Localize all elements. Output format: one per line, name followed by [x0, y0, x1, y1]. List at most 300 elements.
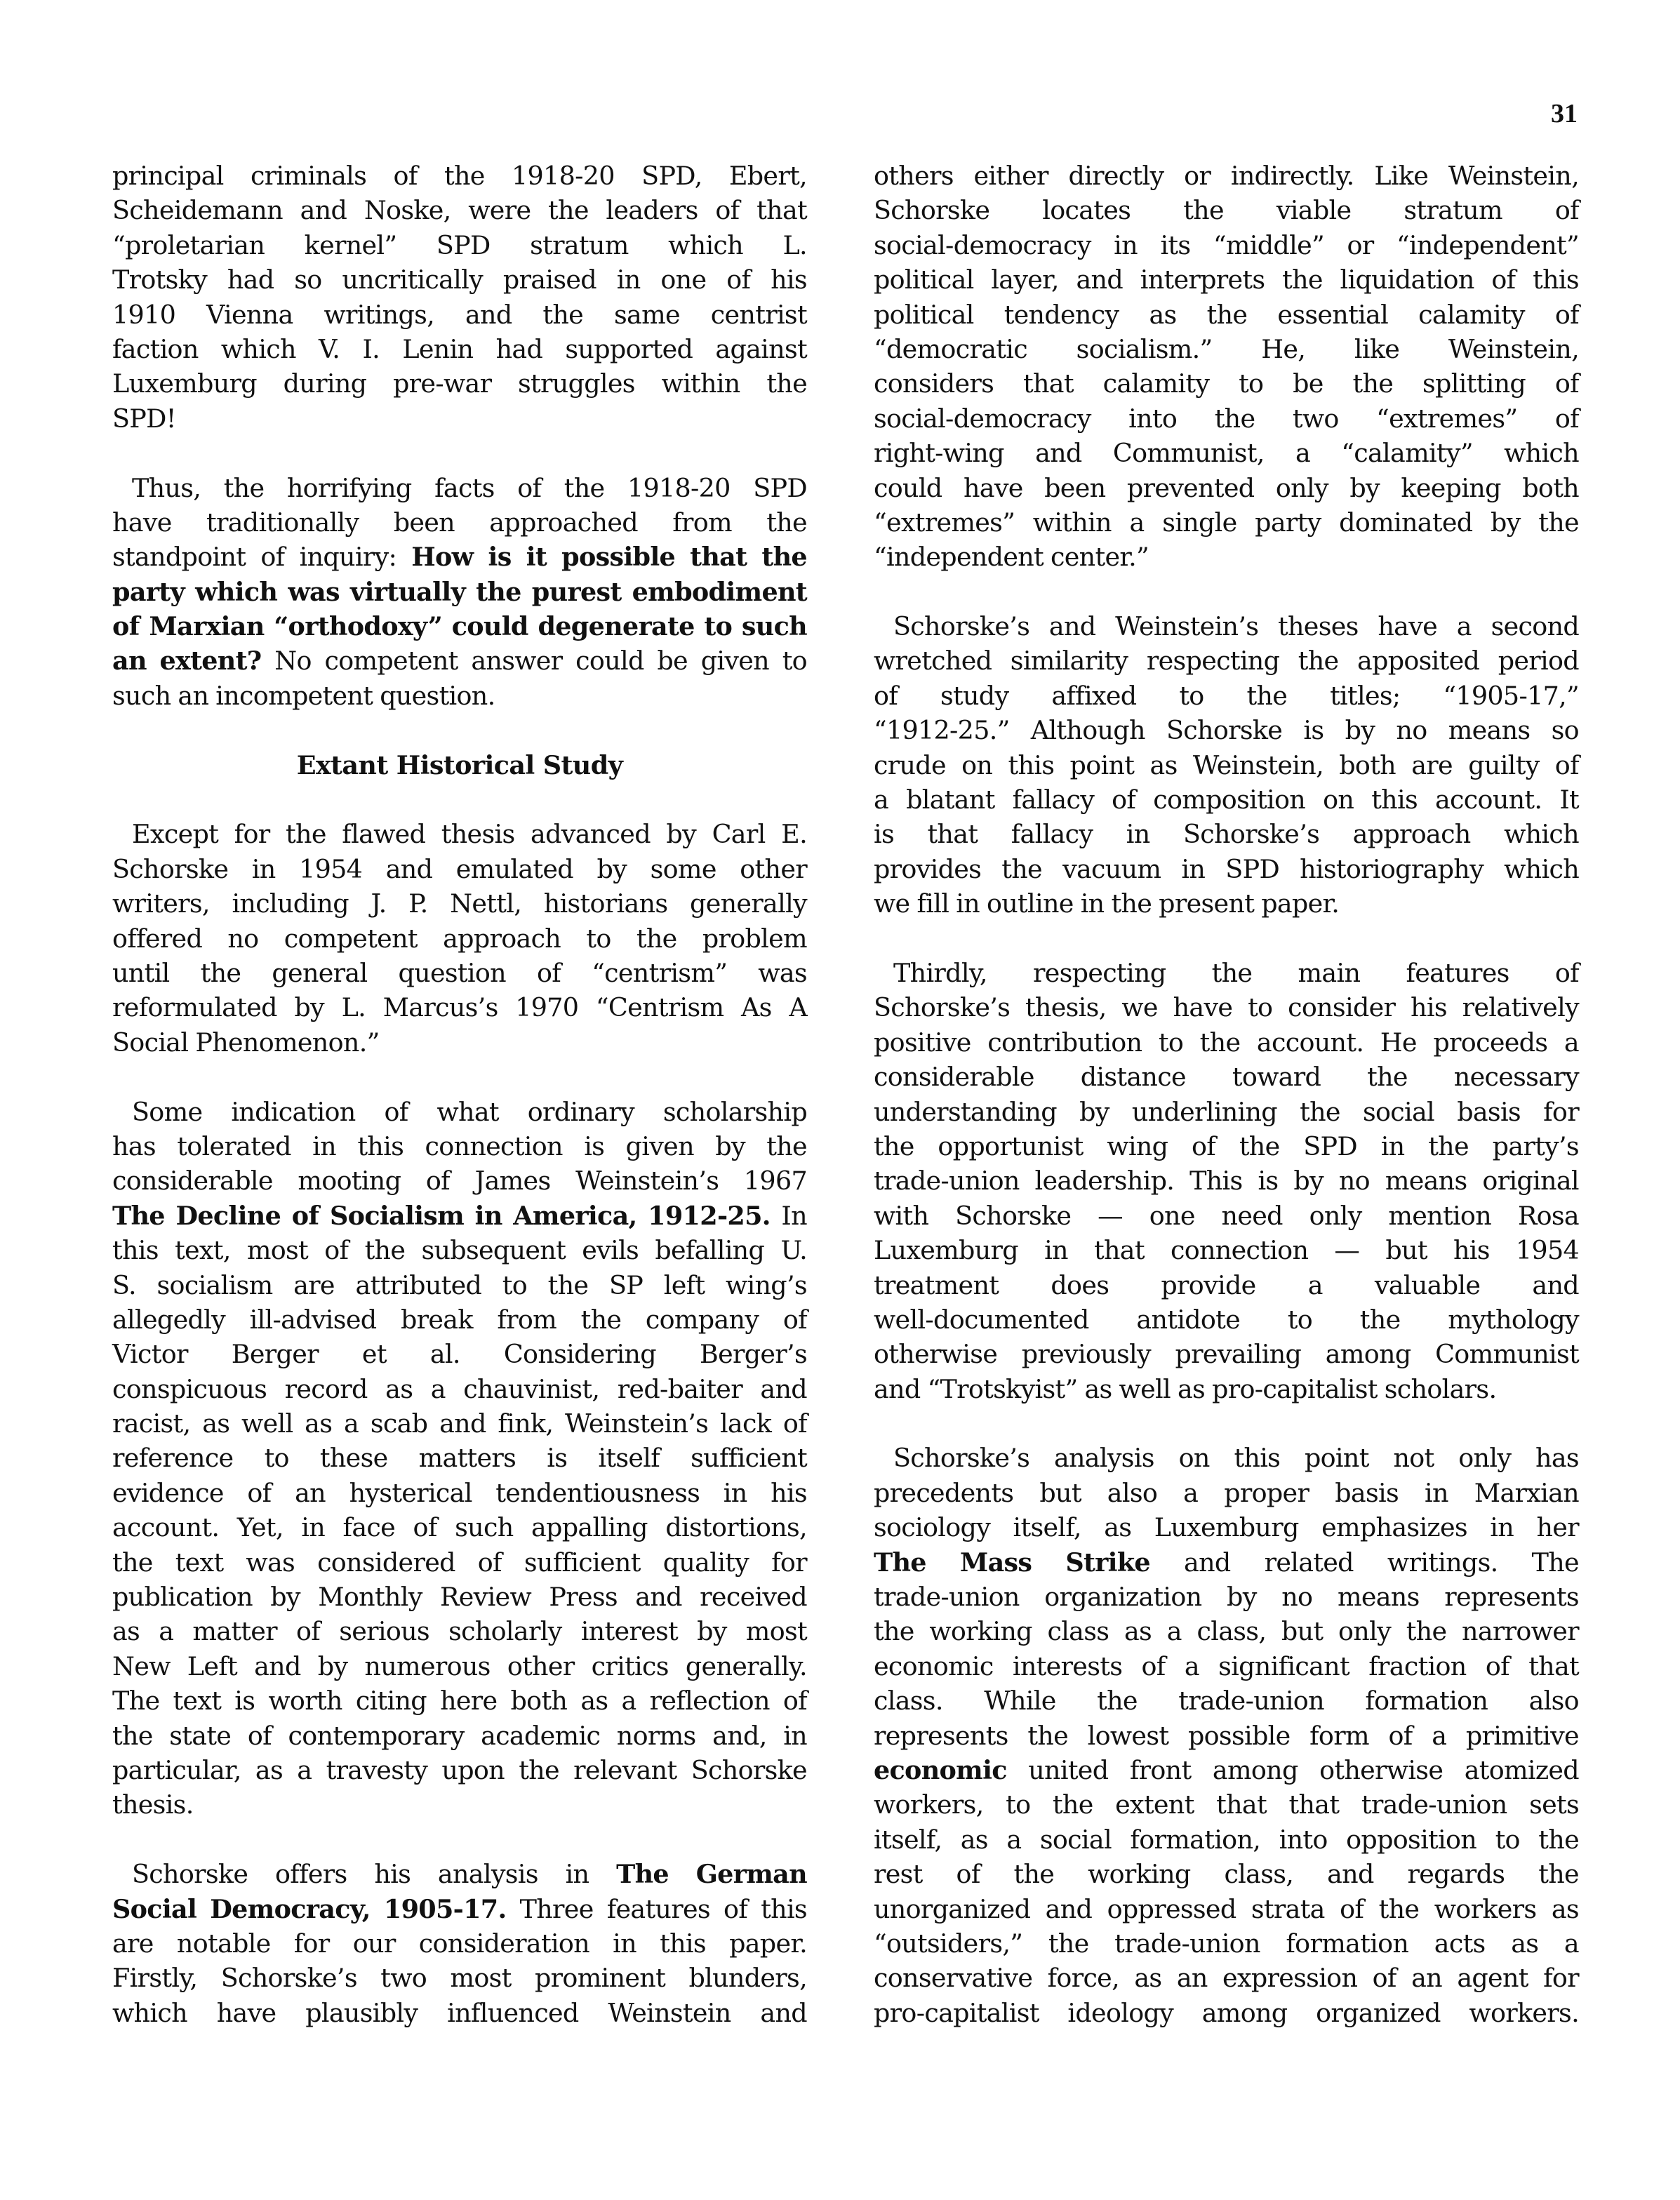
- paragraph: [874, 159, 1579, 575]
- word: in: [1126, 819, 1150, 850]
- text-line: [874, 228, 1579, 262]
- word: others: [874, 161, 954, 191]
- word: from: [672, 507, 732, 538]
- word: Weinstein: [608, 1997, 731, 2028]
- word: into: [1128, 403, 1178, 434]
- word: related: [1264, 1547, 1354, 1578]
- word: by: [715, 1131, 745, 1161]
- word: in: [1424, 1477, 1448, 1508]
- word: text: [173, 1686, 222, 1716]
- word: directly: [1068, 161, 1164, 191]
- text-line: [874, 436, 1579, 470]
- word: mention: [1388, 1200, 1492, 1231]
- paragraph: [112, 159, 807, 436]
- word: Rosa: [1517, 1200, 1579, 1231]
- word: into: [1279, 1824, 1328, 1855]
- word: scholarship: [662, 1096, 807, 1127]
- word: fallacy: [1011, 819, 1093, 850]
- page-number: 31: [1551, 99, 1578, 128]
- text-line: [112, 1164, 807, 1198]
- word: has: [1535, 1443, 1579, 1474]
- word: outline: [986, 888, 1074, 919]
- text-line: [112, 1372, 807, 1406]
- word: her: [1536, 1512, 1579, 1543]
- word: and: [1045, 1893, 1093, 1924]
- word: connection: [1170, 1235, 1309, 1266]
- word: Luxemburg: [1154, 1512, 1299, 1543]
- word: SPD: [1225, 853, 1280, 884]
- word: writers,: [112, 888, 210, 919]
- word: class,: [1196, 1616, 1267, 1647]
- word: the: [1206, 299, 1248, 330]
- paragraph: [874, 956, 1579, 1406]
- word: is: [584, 1131, 605, 1161]
- word: of: [537, 957, 561, 988]
- word: have: [1378, 611, 1438, 642]
- word: the: [1359, 1304, 1401, 1335]
- word: centrist: [710, 299, 807, 330]
- word: calamity: [1102, 368, 1210, 399]
- word: essential: [1277, 299, 1389, 330]
- word: to: [1287, 1304, 1313, 1335]
- word: most: [450, 1963, 512, 1994]
- word: of: [425, 1166, 450, 1196]
- word: such: [455, 1512, 514, 1543]
- word: narrower: [1462, 1616, 1579, 1647]
- text-line: [112, 575, 807, 609]
- word: given: [625, 1131, 694, 1161]
- word: fraction: [1368, 1651, 1467, 1681]
- word: need: [1221, 1200, 1283, 1231]
- word: He: [1380, 1027, 1417, 1058]
- word: calamity: [1418, 299, 1525, 330]
- word: flawed: [342, 819, 426, 850]
- word: serious: [339, 1616, 429, 1647]
- word: social: [1039, 1824, 1112, 1855]
- word: of: [1554, 299, 1579, 330]
- text-line: [112, 401, 807, 436]
- word: No: [274, 646, 312, 676]
- text-line: [112, 1337, 807, 1371]
- word: historiography: [1300, 853, 1484, 884]
- text-line: [112, 228, 807, 262]
- text-line: [112, 471, 807, 505]
- word: academic: [481, 1720, 601, 1751]
- word: analysis: [437, 1859, 538, 1890]
- word: considerable: [112, 1166, 273, 1196]
- word: given: [700, 646, 769, 676]
- word: party: [1255, 507, 1321, 538]
- word: Phenomenon.”: [195, 1027, 380, 1058]
- word: blunders,: [688, 1963, 807, 1994]
- word: Vienna: [206, 299, 293, 330]
- word: regards: [1407, 1859, 1505, 1890]
- word: so: [1551, 715, 1579, 746]
- word: only: [1338, 1616, 1392, 1647]
- word: thesis: [441, 819, 515, 850]
- word: with: [874, 1200, 929, 1231]
- word: had: [227, 265, 274, 295]
- word: horrifying: [286, 472, 412, 503]
- word: otherwise: [874, 1339, 998, 1370]
- word: its: [1160, 229, 1191, 260]
- word: wretched: [874, 646, 992, 676]
- word: to: [586, 923, 611, 954]
- text-line: [112, 609, 807, 644]
- word: expression: [1222, 1963, 1358, 1994]
- text-line: [874, 1095, 1579, 1129]
- word: a: [1166, 1616, 1182, 1647]
- bold-word: extent?: [159, 646, 262, 676]
- word: right-wing: [874, 438, 1004, 469]
- word: ideology: [1067, 1997, 1174, 2028]
- text-line: [874, 956, 1579, 990]
- word: supported: [565, 333, 693, 364]
- word: as: [1104, 1512, 1132, 1543]
- word: socialism.”: [1076, 333, 1213, 364]
- word: stratum: [1404, 195, 1502, 226]
- word: a: [1129, 507, 1145, 538]
- word: U.: [780, 1235, 807, 1266]
- word: layer,: [991, 265, 1059, 295]
- word: our: [352, 1928, 396, 1959]
- word: class,: [1224, 1859, 1294, 1890]
- word: of: [1554, 957, 1579, 988]
- word: and: [254, 1651, 301, 1681]
- word: scab: [370, 1408, 428, 1439]
- word: agent: [1457, 1963, 1528, 1994]
- word: his: [771, 265, 807, 295]
- word: Weinstein’s: [575, 1166, 719, 1196]
- text-line: [112, 956, 807, 990]
- bold-word: of: [291, 1200, 319, 1231]
- text-line: [112, 540, 807, 574]
- word: by: [596, 853, 627, 884]
- word: economic: [874, 1651, 994, 1681]
- word: an: [1176, 1963, 1208, 1994]
- word: rest: [874, 1859, 923, 1890]
- word: by: [270, 1582, 300, 1613]
- word: means: [1448, 715, 1531, 746]
- text-line: [112, 817, 807, 851]
- word: well: [241, 1408, 293, 1439]
- word: SPD!: [112, 403, 176, 434]
- word: organized: [1316, 1997, 1441, 2028]
- word: represents: [874, 1720, 1008, 1751]
- word: two: [380, 1963, 427, 1994]
- word: or: [1184, 161, 1211, 191]
- word: class: [1047, 1616, 1109, 1647]
- word: well: [1119, 1373, 1171, 1404]
- word: a: [1183, 1477, 1199, 1508]
- word: treatment: [874, 1269, 999, 1300]
- word: of: [247, 1477, 272, 1508]
- paragraph: [112, 1095, 807, 1822]
- word: a: [621, 1686, 636, 1716]
- word: Yet,: [236, 1512, 284, 1543]
- word: relatively: [1462, 992, 1579, 1023]
- bold-word: 1905-17.: [383, 1893, 507, 1924]
- word: are: [112, 1928, 154, 1959]
- word: of: [1554, 749, 1579, 780]
- word: tolerated: [177, 1131, 291, 1161]
- word: 1967: [743, 1166, 807, 1196]
- word: necessary: [1453, 1062, 1579, 1093]
- word: mooting: [298, 1166, 401, 1196]
- word: “Centrism: [595, 992, 724, 1023]
- word: workers,: [874, 1789, 984, 1820]
- word: provide: [1161, 1269, 1256, 1300]
- word: and: [1076, 265, 1124, 295]
- word: question.: [380, 680, 495, 711]
- word: Berger’s: [699, 1339, 807, 1370]
- word: form: [1309, 1720, 1369, 1751]
- word: prevailing: [1175, 1339, 1302, 1370]
- word: to: [1179, 680, 1204, 711]
- word: titles;: [1330, 680, 1401, 711]
- word: to: [1248, 992, 1273, 1023]
- word: evils: [582, 1235, 639, 1266]
- text-line: [874, 713, 1579, 747]
- word: Communist,: [1112, 438, 1265, 469]
- word: have: [216, 1997, 276, 2028]
- word: in: [301, 1512, 326, 1543]
- word: plausibly: [305, 1997, 418, 2028]
- word: interest: [580, 1616, 679, 1647]
- text-line: [874, 748, 1579, 782]
- word: to: [782, 646, 807, 676]
- word: problem: [702, 923, 807, 954]
- word: on: [961, 749, 993, 780]
- word: to: [1006, 1789, 1031, 1820]
- word: as: [305, 1408, 333, 1439]
- word: guilty: [1468, 749, 1540, 780]
- word: writings.: [1387, 1547, 1498, 1578]
- word: of: [782, 1304, 807, 1335]
- word: this: [660, 1928, 706, 1959]
- word: organization: [1044, 1582, 1202, 1613]
- word: for: [1543, 1096, 1579, 1127]
- word: of: [782, 1686, 807, 1716]
- word: lack: [719, 1408, 772, 1439]
- word: Berger: [231, 1339, 319, 1370]
- paragraph: [112, 471, 807, 714]
- word: working: [1088, 1859, 1191, 1890]
- word: While: [984, 1686, 1056, 1716]
- paragraph-gap: [874, 1406, 1579, 1441]
- word: second: [1491, 611, 1579, 642]
- bold-word: The: [874, 1547, 926, 1578]
- word: both: [510, 1686, 568, 1716]
- word: composition: [1153, 785, 1306, 815]
- word: the: [1300, 1096, 1340, 1127]
- word: contemporary: [288, 1720, 465, 1751]
- word: in: [312, 1131, 336, 1161]
- word: “middle”: [1213, 229, 1324, 260]
- word: could: [575, 646, 644, 676]
- word: pro-capitalist: [1212, 1373, 1378, 1404]
- word: sufficient: [524, 1547, 641, 1578]
- word: matters: [418, 1443, 516, 1474]
- text-line: [112, 1753, 807, 1787]
- word: indication: [231, 1096, 356, 1127]
- word: distance: [1080, 1062, 1186, 1093]
- word: as: [1149, 299, 1177, 330]
- word: by: [1227, 1582, 1257, 1613]
- word: the: [1538, 507, 1579, 538]
- bold-word: America,: [513, 1200, 637, 1231]
- word: had: [495, 333, 543, 364]
- word: opportunist: [938, 1131, 1084, 1161]
- word: the: [1538, 1859, 1579, 1890]
- word: Schorske: [112, 853, 229, 884]
- word: tendency: [1004, 299, 1119, 330]
- word: a: [430, 1373, 446, 1404]
- word: has: [112, 1131, 156, 1161]
- word: Review: [439, 1582, 532, 1613]
- word: as: [1511, 1928, 1539, 1959]
- text-line: [874, 262, 1579, 297]
- word: been: [1044, 472, 1106, 503]
- word: of: [324, 1235, 349, 1266]
- word: emulated: [455, 853, 573, 884]
- word: we: [874, 888, 910, 919]
- word: “independent: [874, 542, 1044, 573]
- word: lowest: [1087, 1720, 1169, 1751]
- word: chauvinist,: [463, 1373, 600, 1404]
- text-line: [874, 1857, 1579, 1891]
- word: that: [1216, 1789, 1267, 1820]
- word: James: [474, 1166, 551, 1196]
- word: main: [1298, 957, 1361, 988]
- word: Carl: [712, 819, 766, 850]
- paragraph-gap: [874, 921, 1579, 956]
- word: of: [1340, 1893, 1364, 1924]
- word: indirectly.: [1230, 161, 1354, 191]
- bold-word: How: [411, 542, 474, 573]
- word: I.: [362, 333, 380, 364]
- word: liquidation: [1340, 265, 1474, 295]
- text-line: [112, 1025, 807, 1060]
- word: tendentiousness: [495, 1477, 700, 1508]
- text-line: [112, 1476, 807, 1510]
- word: of: [260, 542, 285, 573]
- word: including: [232, 888, 349, 919]
- word: is: [1303, 715, 1324, 746]
- word: in: [723, 1477, 747, 1508]
- word: well-documented: [874, 1304, 1089, 1335]
- word: in: [1181, 853, 1206, 884]
- bold-word: Democracy,: [210, 1893, 371, 1924]
- word: of: [1554, 195, 1579, 226]
- word: and: [439, 1408, 486, 1439]
- word: historians: [543, 888, 668, 919]
- word: paper.: [1261, 888, 1340, 919]
- word: the: [874, 1131, 914, 1161]
- word: as: [385, 1373, 413, 1404]
- word: 1918-20: [512, 161, 615, 191]
- word: conservative: [874, 1963, 1033, 1994]
- word: Communist: [1435, 1339, 1579, 1370]
- word: the: [1298, 646, 1339, 676]
- text-line: [874, 193, 1579, 227]
- word: such: [112, 680, 171, 711]
- word: red-baiter: [617, 1373, 742, 1404]
- word: a: [874, 785, 889, 815]
- word: social: [1362, 1096, 1435, 1127]
- word: struggles: [518, 368, 635, 399]
- text-line: [112, 1095, 807, 1129]
- right-column: [874, 159, 1579, 2030]
- word: Considering: [503, 1339, 656, 1370]
- word: apposited: [1356, 646, 1480, 676]
- word: dominated: [1339, 507, 1473, 538]
- word: on: [1323, 785, 1354, 815]
- word: prominent: [535, 1963, 666, 1994]
- word: working: [929, 1616, 1032, 1647]
- word: Schorske’s: [874, 992, 1011, 1023]
- word: were: [468, 195, 531, 226]
- word: means: [1337, 1582, 1420, 1613]
- word: uncritically: [342, 265, 484, 295]
- word: answer: [471, 646, 563, 676]
- word: center.”: [1051, 542, 1149, 573]
- bold-word: 1912-25.: [648, 1200, 771, 1231]
- word: contribution: [987, 1027, 1142, 1058]
- text-line: [874, 1892, 1579, 1926]
- word: Luxemburg: [874, 1235, 1018, 1266]
- word: influenced: [447, 1997, 579, 2028]
- word: this: [761, 1893, 807, 1924]
- word: 1918-20: [627, 472, 731, 503]
- word: opposition: [1346, 1824, 1477, 1855]
- word: vacuum: [1062, 853, 1161, 884]
- word: advanced: [531, 819, 651, 850]
- word: affixed: [1051, 680, 1137, 711]
- word: SP: [608, 1269, 644, 1300]
- text-line: [874, 159, 1579, 193]
- word: by: [317, 1651, 348, 1681]
- word: are: [1411, 749, 1453, 780]
- word: offered: [112, 923, 203, 954]
- left-column: [112, 159, 807, 2030]
- paragraph-gap: [112, 713, 807, 747]
- word: to: [502, 1269, 528, 1300]
- word: In: [781, 1200, 807, 1231]
- word: “1912-25.”: [874, 715, 1010, 746]
- text-line: [874, 1684, 1579, 1718]
- word: of: [956, 1859, 980, 1890]
- word: —: [1334, 1235, 1360, 1266]
- text-line: [874, 817, 1579, 851]
- word: is: [1258, 1166, 1279, 1196]
- word: force,: [1047, 1963, 1119, 1994]
- word: Luxemburg: [112, 368, 257, 399]
- word: Thus,: [132, 472, 201, 503]
- text-line: [874, 505, 1579, 540]
- word: the: [1406, 1616, 1447, 1647]
- word: of: [296, 1616, 321, 1647]
- text-line: [112, 1961, 807, 1995]
- word: was: [758, 957, 807, 988]
- word: The: [112, 1686, 160, 1716]
- word: SPD: [1303, 1131, 1357, 1161]
- word: sociology: [874, 1512, 991, 1543]
- word: As: [741, 992, 772, 1023]
- word: Like: [1374, 161, 1429, 191]
- word: an: [1411, 1963, 1442, 1994]
- bold-word: an: [112, 646, 147, 676]
